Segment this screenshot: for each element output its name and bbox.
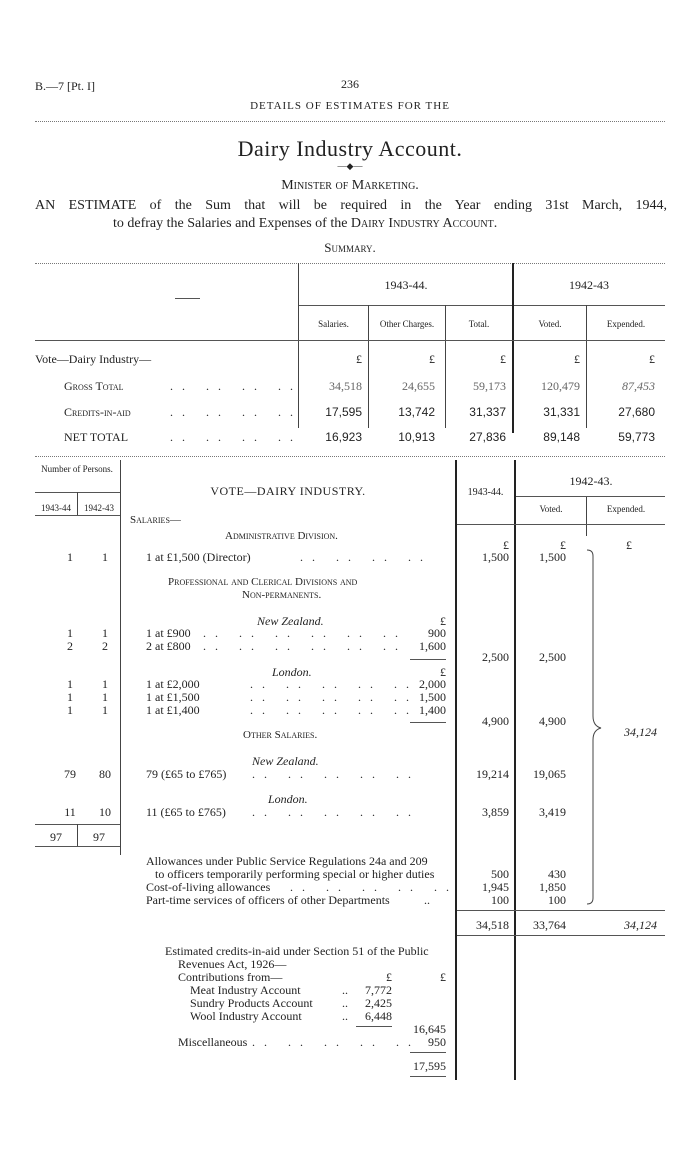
dash [175,298,200,299]
leader-dots: .. .. .. .. [170,430,302,444]
other-charges-heading: Other Charges. [379,319,435,329]
pound-sign: £ [626,538,632,552]
persons-1943: 1 [67,690,73,704]
persons-1943: 11 [64,805,76,819]
pound-sign: £ [649,352,655,366]
col-1942-heading: 1942-43. [569,474,613,488]
gross-other: 24,655 [402,379,435,393]
other-salaries-heading: Other Salaries. [243,729,318,741]
summary-heading: Summary. [324,240,376,255]
rule [35,263,665,264]
pound-sign: £ [560,538,566,552]
col-1943-heading: 1943-44. [384,278,428,292]
credits-other: 13,742 [398,405,435,419]
salary-row-amount: 2,000 [419,677,446,691]
col-divider [120,460,121,855]
persons-1943: 1 [67,626,73,640]
pound-sign: £ [503,538,509,552]
gross-voted: 120,479 [541,379,580,393]
salary-row-label: 1 at £2,000 [146,677,200,691]
persons-1943: 2 [67,639,73,653]
credits-total: 31,337 [469,405,506,419]
persons-1942: 1 [102,626,108,640]
gross-total-label: Gross Total [64,379,124,393]
persons-1942: 1 [102,550,108,564]
rule [356,1026,392,1027]
rule [514,305,665,306]
col-divider [586,496,587,536]
salaries-expended: 34,124 [624,725,657,739]
persons-1942: 10 [99,805,111,819]
col-divider [298,263,299,428]
net-other: 10,913 [398,430,435,444]
leader-dots: .. .. .. .. .. [252,767,420,781]
credits-expended: 27,680 [618,405,655,419]
salary-row-label: 1 at £1,400 [146,703,200,717]
leader-dots: .. .. .. .. .. [250,703,418,717]
leader-dots: .. .. .. .. .. [250,677,418,691]
persons-1942: 2 [102,639,108,653]
allowances-line-1: Allowances under Public Service Regulations 24a and 209 [146,854,428,868]
new-zealand-heading: New Zealand. [257,614,324,628]
london-other-amount: 3,859 [482,805,509,819]
salaries-expended-total: 34,124 [624,918,657,932]
persons-1942: 1 [102,690,108,704]
leader-dots: .. .. .. .. .. .. [203,626,407,640]
leader-dots: .. .. .. .. [300,550,432,564]
rule [35,846,120,847]
cost-of-living-amount: 1,945 [482,880,509,894]
leader-dots: .. .. .. .. .. [252,1035,420,1049]
pound-sign: £ [440,614,446,628]
voted-heading: Voted. [538,319,562,329]
persons-1943: 1 [67,677,73,691]
leader-dots: .. [342,1009,348,1023]
pound-sign: £ [356,352,362,366]
rule [410,1052,446,1053]
other-salary-label: 79 (£65 to £765) [146,767,227,781]
rule [35,121,665,122]
voted-heading: Voted. [539,504,563,514]
admin-division-heading: Administrative Division. [225,530,338,542]
salary-row-label: 1 at £900 [146,626,191,640]
leader-dots: .. .. .. .. [170,405,302,419]
persons-1942: 1 [102,677,108,691]
salary-row-amount: 1,400 [419,703,446,717]
allowances-voted: 430 [548,867,566,881]
salaries-heading: Salaries— [130,514,181,526]
new-zealand-heading: New Zealand. [252,754,319,768]
vote-label: Vote—Dairy Industry— [35,352,152,366]
credits-total: 17,595 [413,1059,446,1073]
credits-voted: 31,331 [543,405,580,419]
pound-sign: £ [429,352,435,366]
nz-voted: 2,500 [539,650,566,664]
credits-line-1: Estimated credits-in-aid under Section 51 of the Public [165,944,429,958]
allowances-amount: 500 [491,867,509,881]
london-heading: London. [268,792,308,806]
nonperm-heading: Non-permanents. [242,589,322,601]
sundry-amount: 2,425 [365,996,392,1010]
leader-dots: .. [342,983,348,997]
expended-heading: Expended. [606,319,646,329]
gross-salaries: 34,518 [329,379,362,393]
pound-sign: £ [574,352,580,366]
leader-dots: .. .. .. .. [170,379,302,393]
credits-line-2: Revenues Act, 1926— [178,957,287,971]
part-time-voted: 100 [548,893,566,907]
miscellaneous-label: Miscellaneous [178,1035,248,1049]
part-time-amount: 100 [491,893,509,907]
net-voted: 89,148 [543,430,580,444]
persons-1943-heading: 1943-44 [41,503,71,513]
london-heading: London. [272,665,312,679]
meat-amount: 7,772 [365,983,392,997]
credits-salaries: 17,595 [325,405,362,419]
part-time-label: Part-time services of officers of other Departments [146,893,390,907]
pound-sign: £ [440,665,446,679]
director-amount: 1,500 [482,550,509,564]
leader-dots: .. .. .. .. .. [252,805,420,819]
salary-row-amount: 1,500 [419,690,446,704]
salaries-total: 34,518 [476,918,509,932]
pound-sign: £ [386,970,392,984]
professional-heading: Professional and Clerical Divisions and [168,576,358,588]
rule [299,305,512,306]
leader-dots: .. [424,893,430,907]
ornament: —◆— [337,161,363,171]
nz-other-voted: 19,065 [533,767,566,781]
persons-1943: 79 [64,767,76,781]
persons-1943: 1 [67,550,73,564]
other-salary-label: 11 (£65 to £765) [146,805,226,819]
page-number: 236 [341,77,359,91]
nz-other-amount: 19,214 [476,767,509,781]
page-title: Dairy Industry Account. [237,136,463,161]
ministry: Minister of Marketing. [281,178,419,193]
contributions-total: 16,645 [413,1022,446,1036]
rule [35,456,665,457]
wool-amount: 6,448 [365,1009,392,1023]
london-subtotal: 4,900 [482,714,509,728]
meat-label: Meat Industry Account [190,983,301,997]
persons-total-1943: 97 [50,830,62,844]
pound-sign: £ [500,352,506,366]
london-other-voted: 3,419 [539,805,566,819]
leader-dots: .. .. .. .. .. [250,690,418,704]
rule [35,515,120,516]
gross-total: 59,173 [473,379,506,393]
gross-expended: 87,453 [622,379,655,393]
total-heading: Total. [468,319,490,329]
rule [457,910,665,911]
net-expended: 59,773 [618,430,655,444]
london-voted: 4,900 [539,714,566,728]
persons-1942: 1 [102,703,108,717]
vote-title: VOTE—DAIRY INDUSTRY. [210,484,366,498]
rule [410,722,446,723]
rule [457,935,665,936]
net-total-label: NET TOTAL [64,430,129,444]
salary-row-label: 1 at £1,500 [146,690,200,704]
credits-label: Credits-in-aid [64,405,131,419]
director-voted: 1,500 [539,550,566,564]
col-1943-heading: 1943-44. [467,487,504,498]
rule [516,496,665,497]
document-reference: B.—7 [Pt. I] [35,79,95,93]
pound-sign: £ [440,970,446,984]
page-subtitle: DETAILS OF ESTIMATES FOR THE [250,100,450,112]
net-salaries: 16,923 [325,430,362,444]
net-total: 27,836 [469,430,506,444]
director-label: 1 at £1,500 (Director) [146,550,251,564]
leader-dots: .. [342,996,348,1010]
leader-dots: .. .. .. .. .. .. [203,639,407,653]
intro-line-2: to defray the Salaries and Expenses of the Dairy Industry Account. [113,216,498,231]
contributions-label: Contributions from— [178,970,283,984]
wool-label: Wool Industry Account [190,1009,302,1023]
rule [410,1076,446,1077]
number-persons-heading: Number of Persons. [41,464,113,474]
rule [35,340,665,341]
cost-of-living-voted: 1,850 [539,880,566,894]
rule [457,524,665,525]
salary-row-label: 2 at £800 [146,639,191,653]
intro-line-1: AN ESTIMATE of the Sum that will be required in the Year ending 31st March, 1944, [35,198,667,213]
salary-row-amount: 1,600 [419,639,446,653]
col-1942-heading: 1942-43 [569,278,609,292]
allowances-line-2: to officers temporarily performing special or higher duties [155,867,435,881]
leader-dots: .. .. .. .. .. [290,880,458,894]
salary-row-amount: 900 [428,626,446,640]
sundry-label: Sundry Products Account [190,996,313,1010]
salaries-heading: Salaries. [318,319,349,329]
persons-1942: 80 [99,767,111,781]
persons-1942-heading: 1942-43 [84,503,114,513]
expended-heading: Expended. [606,504,646,514]
persons-total-1942: 97 [93,830,105,844]
miscellaneous-amount: 950 [428,1035,446,1049]
rule [410,659,446,660]
nz-subtotal: 2,500 [482,650,509,664]
cost-of-living-label: Cost-of-living allowances [146,880,271,894]
salaries-voted-total: 33,764 [533,918,566,932]
persons-1943: 1 [67,703,73,717]
